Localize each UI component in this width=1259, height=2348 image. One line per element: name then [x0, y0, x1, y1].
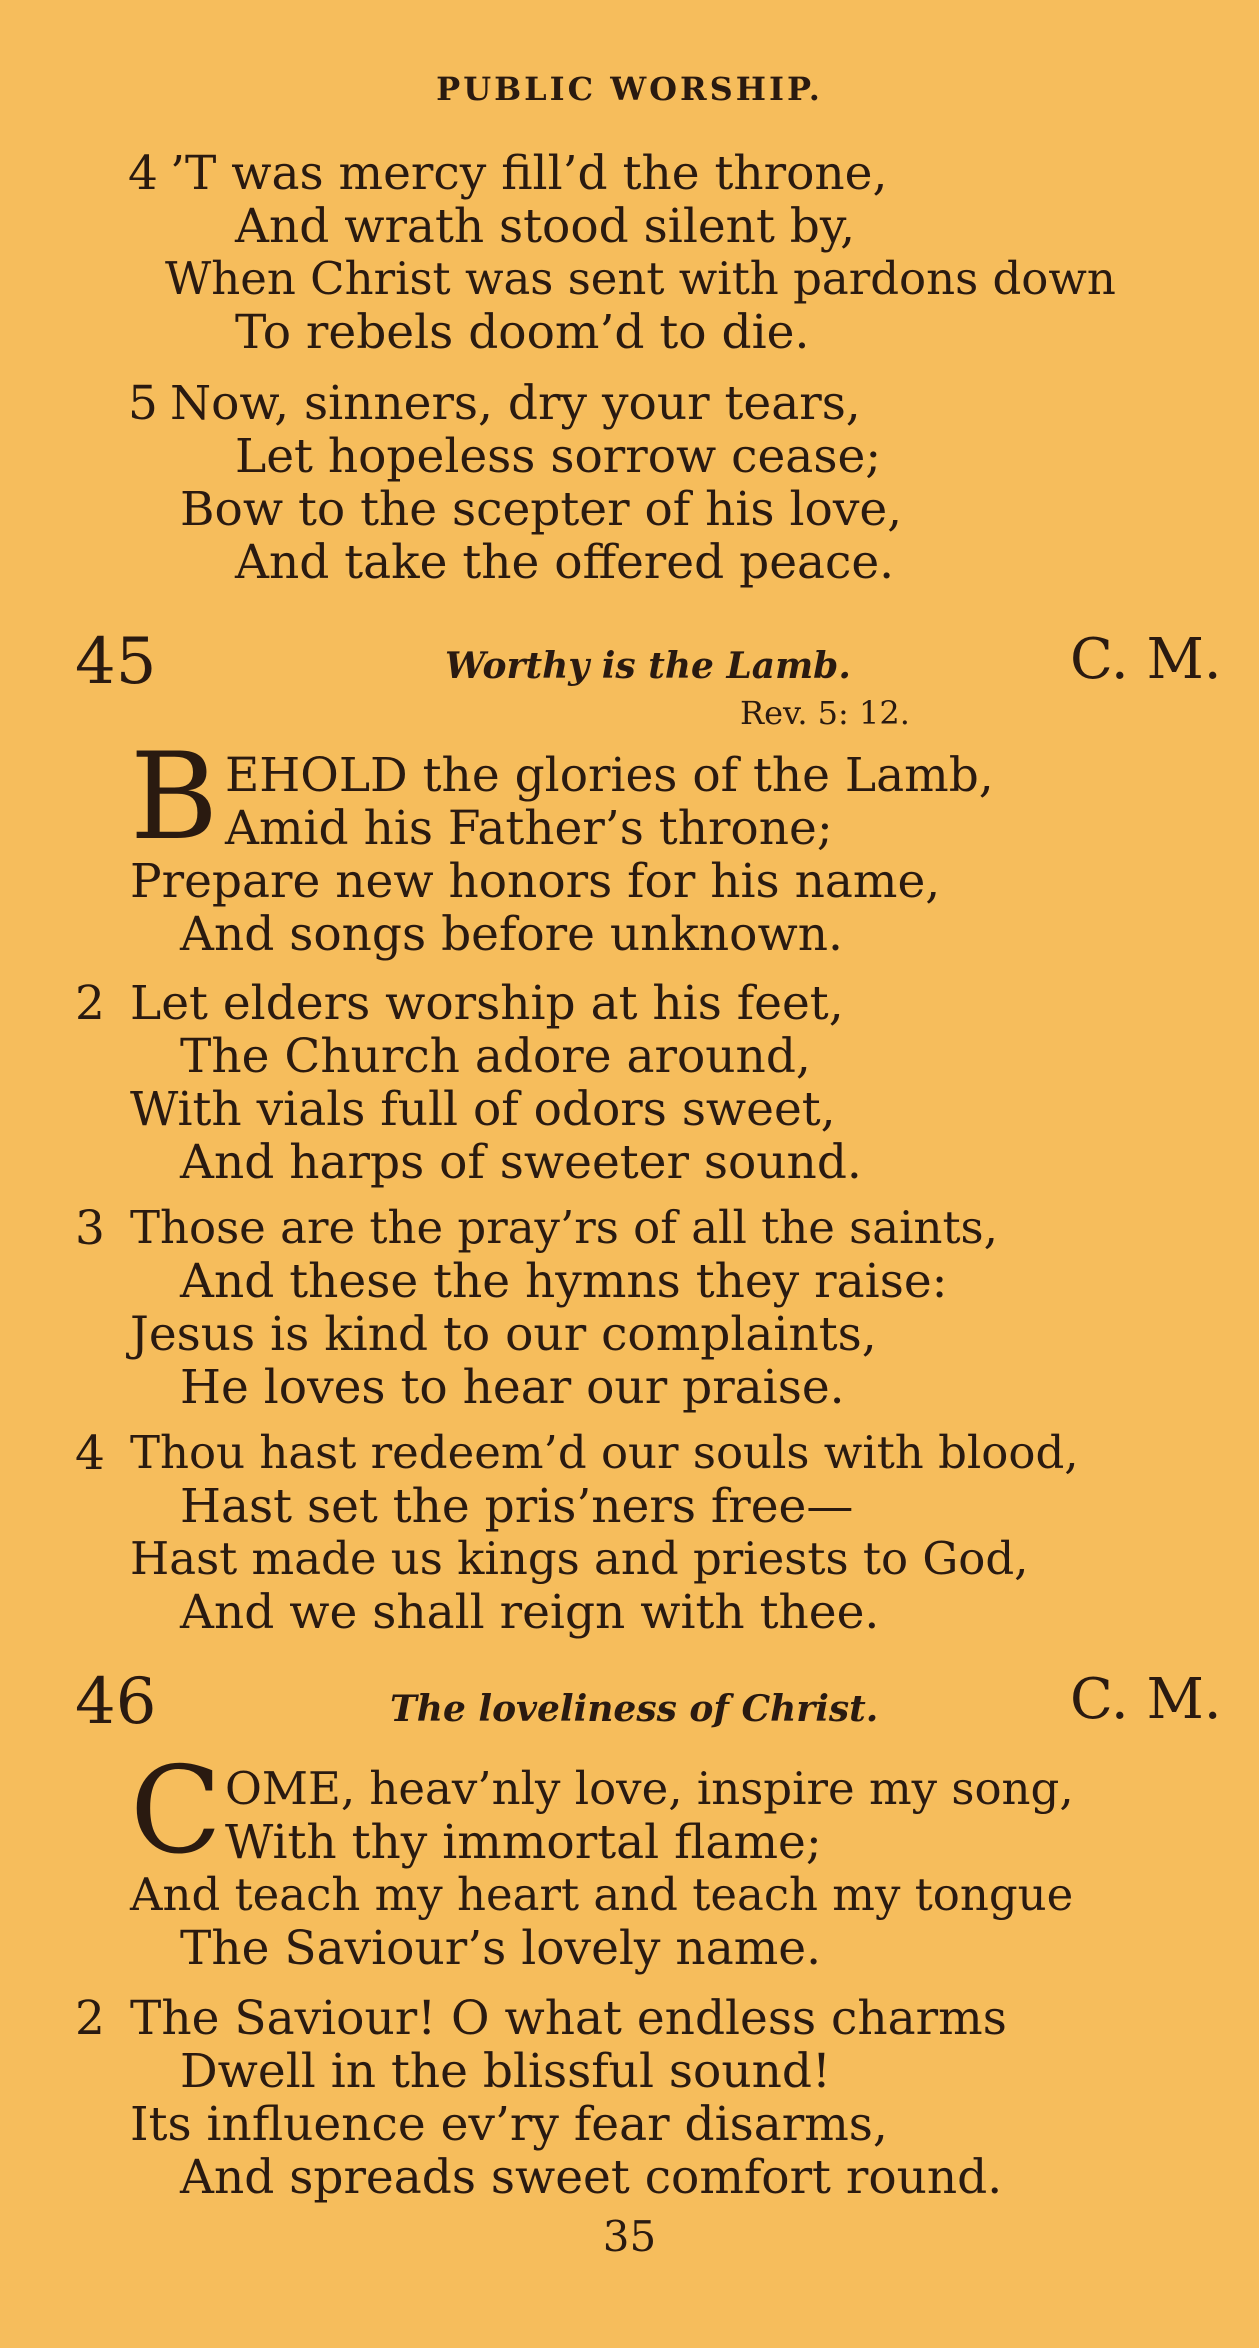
verse-line: Let hopeless sorrow cease; — [235, 429, 882, 484]
hymn-meter: C. M. — [1070, 627, 1222, 692]
verse-line: The Church adore around, — [180, 1029, 811, 1084]
verse-line: Hast made us kings and priests to God, — [130, 1532, 1029, 1585]
verse-line: The Saviour’s lovely name. — [180, 1921, 822, 1976]
verse-line: ’T was mercy fill’d the throne, — [170, 146, 888, 201]
verse-line: Those are the pray’rs of all the saints, — [130, 1201, 998, 1254]
hymn-number: 45 — [75, 625, 157, 699]
verse-line: Hast set the pris’ners free— — [180, 1479, 854, 1534]
verse-line: Jesus is kind to our complaints, — [130, 1307, 877, 1362]
verse-line: He loves to hear our praise. — [180, 1360, 845, 1415]
drop-cap: C — [130, 1742, 222, 1881]
verse-line: And these the hymns they raise: — [180, 1254, 948, 1309]
verse-line: EHOLD the glories of the Lamb, — [225, 748, 994, 803]
verse-line: Amid his Father’s throne; — [225, 801, 833, 856]
verse-line: And songs before unknown. — [180, 907, 843, 962]
scripture-reference: Rev. 5: 12. — [740, 694, 910, 732]
verse-line: Bow to the scepter of his love, — [180, 482, 903, 537]
hymn-meter: C. M. — [1070, 1667, 1222, 1732]
page-number: 35 — [602, 2212, 657, 2261]
verse-line: With vials full of odors sweet, — [130, 1082, 836, 1137]
verse-line: And we shall reign with thee. — [180, 1585, 880, 1640]
verse-line: Now, sinners, dry your tears, — [170, 376, 861, 431]
verse-number: 2 — [75, 976, 105, 1031]
verse-line: And spreads sweet comfort round. — [180, 2150, 1003, 2205]
verse-line: The Saviour! O what endless charms — [130, 1991, 1007, 2046]
verse-line: With thy immortal flame; — [225, 1815, 822, 1870]
verse-line: And harps of sweeter sound. — [180, 1135, 862, 1190]
verse-line: When Christ was sent with pardons down — [165, 252, 1116, 305]
verse-line: Its influence ev’ry fear disarms, — [130, 2097, 888, 2152]
verse-line: Thou hast redeem’d our souls with blood, — [130, 1426, 1079, 1479]
verse-line: Dwell in the blissful sound! — [180, 2044, 831, 2099]
hymn-title: Worthy is the Lamb. — [445, 645, 851, 687]
running-header: PUBLIC WORSHIP. — [436, 70, 823, 108]
verse-line: To rebels doom’d to die. — [235, 305, 810, 360]
verse-line: And teach my heart and teach my tongue — [130, 1868, 1074, 1921]
verse-number: 4 — [128, 146, 158, 201]
verse-line: And take the offered peace. — [235, 535, 895, 590]
verse-number: 5 — [128, 376, 158, 431]
verse-line: Let elders worship at his feet, — [130, 976, 844, 1031]
drop-cap: B — [130, 728, 219, 867]
verse-number: 2 — [75, 1991, 105, 2046]
verse-number: 4 — [75, 1426, 105, 1481]
hymn-number: 46 — [75, 1665, 157, 1739]
verse-line: Prepare new honors for his name, — [130, 854, 941, 909]
verse-line: And wrath stood silent by, — [235, 199, 856, 254]
hymn-title: The loveliness of Christ. — [390, 1688, 879, 1730]
verse-line: OME, heav’nly love, inspire my song, — [225, 1762, 1074, 1815]
verse-number: 3 — [75, 1201, 105, 1256]
